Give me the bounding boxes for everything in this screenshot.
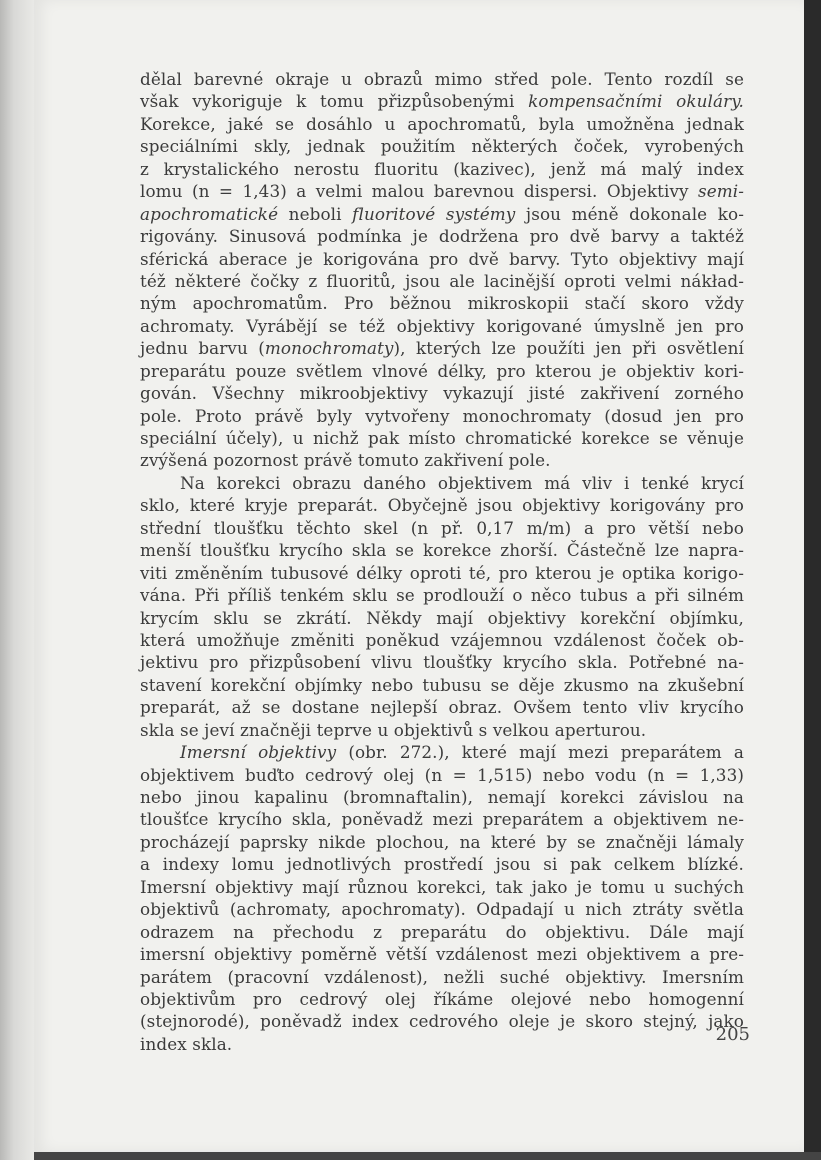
- text-line: [140, 360, 744, 382]
- text-segment: sférická aberace je korigována pro dvě barvy. Tyto objektivy mají: [140, 248, 744, 269]
- text-segment: (stejnorodé), poněvadž index cedrového oleje je skoro stejný, jako: [140, 1011, 744, 1032]
- text-line: [140, 808, 744, 830]
- text-line: [140, 651, 744, 673]
- text-line: [140, 225, 744, 247]
- text-segment: vána. Při příliš tenkém sklu se prodlouží o něco tubus a při silném: [140, 585, 744, 606]
- text-line: [140, 629, 744, 651]
- text-line: [140, 180, 744, 202]
- text-line: [140, 539, 744, 561]
- text-line: [140, 517, 744, 539]
- scan-border-right: [804, 0, 821, 1160]
- text-segment: Korekce, jaké se dosáhlo u apochromatů, byla umožněna jednak: [140, 113, 744, 134]
- text-segment: jednu barvu (: [140, 338, 265, 359]
- text-segment: index skla.: [140, 1033, 233, 1054]
- text-segment: objektivem buďto cedrový olej (n = 1,515) nebo vodu (n = 1,33): [140, 764, 744, 785]
- text-line: [140, 943, 744, 965]
- text-segment: neboli: [278, 203, 353, 224]
- text-line: [140, 562, 744, 584]
- text-segment: sklo, které kryje preparát. Obyčejně jsou objektivy korigovány pro: [140, 495, 744, 516]
- text-line: [140, 988, 744, 1010]
- text-line: [140, 203, 744, 225]
- text-line: [140, 607, 744, 629]
- text-segment: rigovány. Sinusová podmínka je dodržena pro dvě barvy a taktéž: [140, 226, 744, 247]
- text-line: [140, 315, 744, 337]
- text-segment: parátem (pracovní vzdálenost), nežli suché objektivy. Imersním: [140, 966, 744, 987]
- text-line: [140, 68, 744, 90]
- text-segment: achromaty. Vyrábějí se též objektivy korigované úmyslně jen pro: [140, 315, 744, 336]
- italic-term: monochromaty: [264, 338, 394, 359]
- text-segment: dělal barevné okraje u obrazů mimo střed pole. Tento rozdíl se: [140, 69, 744, 89]
- text-line: [140, 405, 744, 427]
- body-text: [140, 68, 744, 1055]
- italic-term: fluoritové systémy: [352, 203, 516, 224]
- text-line: [140, 427, 744, 449]
- text-segment: preparátu pouze světlem vlnové délky, pro kterou je objektiv kori-: [140, 360, 744, 381]
- text-line: [140, 337, 744, 359]
- text-line: [140, 719, 744, 741]
- text-segment: preparát, až se dostane nejlepší obraz. Ovšem tento vliv krycího: [140, 697, 744, 718]
- text-segment: lomu (n = 1,43) a velmi malou barevnou dispersi. Objektivy: [140, 181, 698, 202]
- text-segment: a indexy lomu jednotlivých prostředí jsou si pak celkem blízké.: [140, 854, 744, 875]
- text-segment: objektivům pro cedrový olej říkáme olejové nebo homogenní: [140, 988, 744, 1009]
- text-segment: stavení korekční objímky nebo tubusu se děje zkusmo na zkušební: [140, 674, 744, 695]
- text-segment: pole. Proto právě byly vytvořeny monochromaty (dosud jen pro: [140, 405, 744, 426]
- text-line: [140, 831, 744, 853]
- italic-term: Imersní objektivy: [180, 742, 337, 763]
- text-line: [140, 135, 744, 157]
- text-segment: viti změněním tubusové délky oproti té, pro kterou je optika korigo-: [140, 562, 744, 583]
- text-segment: krycím sklu se zkrátí. Někdy mají objektivy korekční objímku,: [140, 607, 744, 628]
- text-line: [140, 1010, 744, 1032]
- text-segment: tloušťce krycího skla, poněvadž mezi preparátem a objektivem ne-: [140, 809, 744, 830]
- text-line: [140, 270, 744, 292]
- text-segment: která umožňuje změniti poněkud vzájemnou vzdálenost čoček ob-: [140, 629, 744, 650]
- text-line: [140, 382, 744, 404]
- text-line: [140, 876, 744, 898]
- text-line: [140, 764, 744, 786]
- text-line: [140, 113, 744, 135]
- text-line: [140, 90, 744, 112]
- text-line: [140, 898, 744, 920]
- text-segment: však vykoriguje k tomu přizpůsobenými: [140, 91, 529, 112]
- text-segment: jsou méně dokonale ko-: [515, 203, 745, 224]
- text-segment: ), kterých lze použíti jen při osvětlení: [393, 338, 744, 359]
- text-line: [140, 248, 744, 270]
- text-segment: speciálními skly, jednak použitím některých čoček, vyrobených: [140, 136, 744, 157]
- text-segment: nebo jinou kapalinu (bromnaftalin), nemají korekci závislou na: [140, 787, 744, 807]
- italic-term: kompensačními okuláry.: [528, 91, 744, 112]
- text-line: [140, 696, 744, 718]
- text-line: [140, 741, 744, 763]
- text-segment: zvýšená pozornost právě tomuto zakřivení pole.: [140, 450, 551, 471]
- text-line: [140, 853, 744, 875]
- text-segment: imersní objektivy poměrně větší vzdálenost mezi objektivem a pre-: [140, 944, 744, 965]
- text-segment: z krystalického nerostu fluoritu (kazivec), jenž má malý index: [140, 158, 744, 179]
- text-line: [140, 472, 744, 494]
- text-line: [140, 584, 744, 606]
- text-segment: speciální účely), u nichž pak místo chromatické korekce se věnuje: [140, 428, 744, 448]
- text-segment: střední tloušťku těchto skel (n př. 0,17 m/m) a pro větší nebo: [140, 517, 744, 538]
- text-segment: skla se jeví značněji teprve u objektivů s velkou aperturou.: [140, 719, 647, 740]
- text-line: [140, 786, 744, 808]
- text-segment: objektivů (achromaty, apochromaty). Odpadají u nich ztráty světla: [140, 899, 744, 920]
- book-binding-edge: [0, 0, 34, 1160]
- text-segment: gován. Všechny mikroobjektivy vykazují jisté zakřivení zorného: [140, 383, 744, 404]
- text-line: [140, 674, 744, 696]
- text-segment: Na korekci obrazu daného objektivem má vliv i tenké krycí: [180, 472, 744, 493]
- text-line: [140, 292, 744, 314]
- text-segment: ným apochromatům. Pro běžnou mikroskopii stačí skoro vždy: [140, 293, 744, 314]
- text-segment: jektivu pro přizpůsobení vlivu tloušťky krycího skla. Potřebné na-: [140, 652, 744, 673]
- text-segment: menší tloušťku krycího skla se korekce zhorší. Částečně lze naprа-: [140, 540, 744, 561]
- page-number: 205: [715, 1024, 750, 1045]
- text-segment: Imersní objektivy mají různou korekci, tak jako je tomu u suchých: [140, 876, 744, 897]
- text-line: [140, 494, 744, 516]
- text-line: [140, 966, 744, 988]
- scan-border-bottom: [34, 1152, 821, 1160]
- italic-term: semi-: [698, 181, 744, 202]
- text-segment: odrazem na přechodu z preparátu do objektivu. Dále mají: [140, 921, 744, 942]
- text-segment: (obr. 272.), které mají mezi preparátem a: [336, 742, 744, 763]
- text-line: [140, 449, 744, 471]
- text-segment: též některé čočky z fluoritů, jsou ale lacinější oproti velmi nákład-: [140, 270, 744, 291]
- text-segment: procházejí paprsky nikde plochou, na které by se značněji lámaly: [140, 831, 744, 852]
- text-line: [140, 921, 744, 943]
- book-page: [34, 0, 806, 1152]
- text-line: [140, 1033, 744, 1055]
- italic-term: apochromatické: [140, 203, 279, 224]
- text-line: [140, 158, 744, 180]
